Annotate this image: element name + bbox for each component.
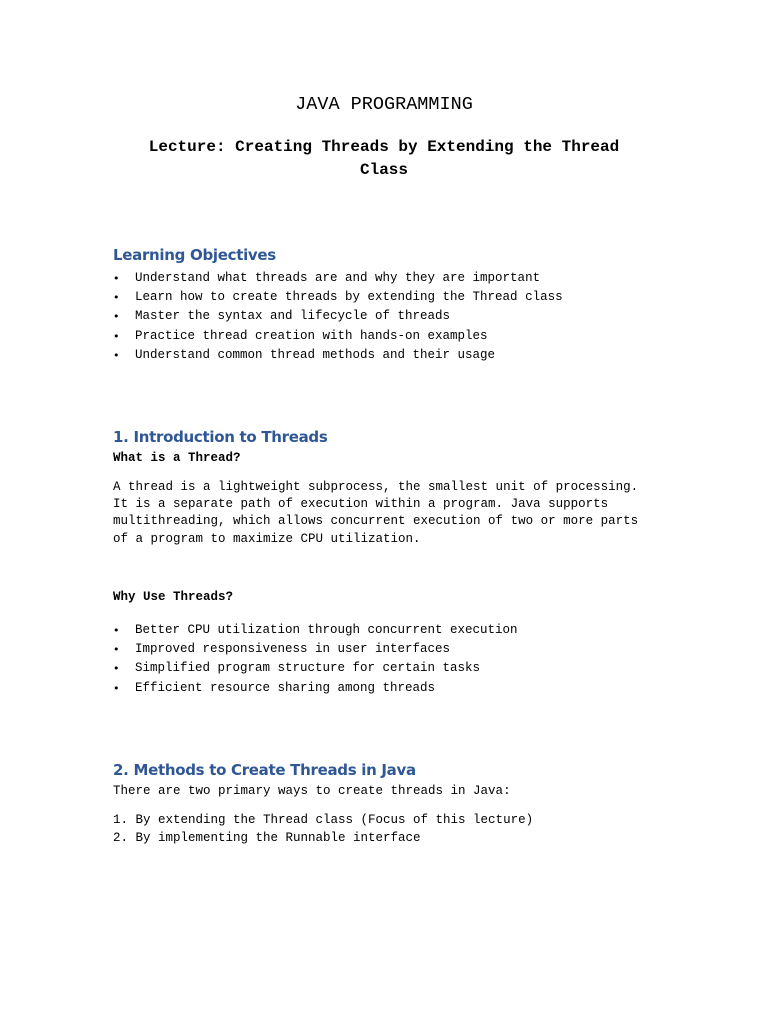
- methods-list: [113, 811, 533, 847]
- list-item: • Master the syntax and lifecycle of threads: [113, 307, 563, 326]
- bullet-icon: •: [113, 643, 120, 657]
- document-title: JAVA PROGRAMMING: [295, 94, 473, 115]
- bullet-icon: •: [113, 624, 120, 637]
- list-item: 2. By implementing the Runnable interface: [113, 831, 421, 845]
- list-item: • Practice thread creation with hands-on examples: [113, 327, 563, 346]
- methods-heading: 2. Methods to Create Threads in Java: [113, 761, 416, 779]
- list-item: • Efficient resource sharing among threads: [113, 679, 518, 698]
- list-item: • Learn how to create threads by extending the Thread class: [113, 288, 563, 307]
- learning-objectives-list: [113, 269, 563, 365]
- list-item: 1. By extending the Thread class (Focus of this lecture): [113, 813, 534, 827]
- bullet-icon: •: [113, 291, 120, 305]
- list-item: • Understand what threads are and why they are important: [113, 269, 563, 288]
- why-use-threads-list: [113, 621, 518, 698]
- bullet-icon: •: [113, 329, 120, 343]
- bullet-icon: •: [113, 662, 120, 676]
- why-use-threads-heading: Why Use Threads?: [113, 590, 234, 604]
- list-item: • Better CPU utilization through concurrent execution: [113, 621, 518, 640]
- bullet-icon: •: [113, 348, 120, 362]
- list-item: • Improved responsiveness in user interfaces: [113, 640, 518, 659]
- list-item: • Simplified program structure for certain tasks: [113, 659, 518, 678]
- introduction-heading: 1. Introduction to Threads: [113, 428, 328, 446]
- learning-objectives-heading: Learning Objectives: [113, 246, 276, 264]
- methods-intro-paragraph: There are two primary ways to create threads in Java:: [113, 784, 511, 798]
- what-is-thread-heading: What is a Thread?: [113, 451, 241, 465]
- what-is-thread-paragraph: A thread is a lightweight subprocess, the smallest unit of processing. It is a separate path of execution within a program. Java supports multithreading, which allows concurrent execution of two or more parts of a program to maximize CPU utilization.: [113, 480, 639, 546]
- lecture-subtitle: Lecture: Creating Threads by Extending the Thread Class: [148, 138, 620, 179]
- bullet-icon: •: [113, 310, 120, 324]
- list-item: • Understand common thread methods and their usage: [113, 346, 563, 365]
- bullet-icon: •: [113, 681, 120, 695]
- bullet-icon: •: [113, 272, 120, 285]
